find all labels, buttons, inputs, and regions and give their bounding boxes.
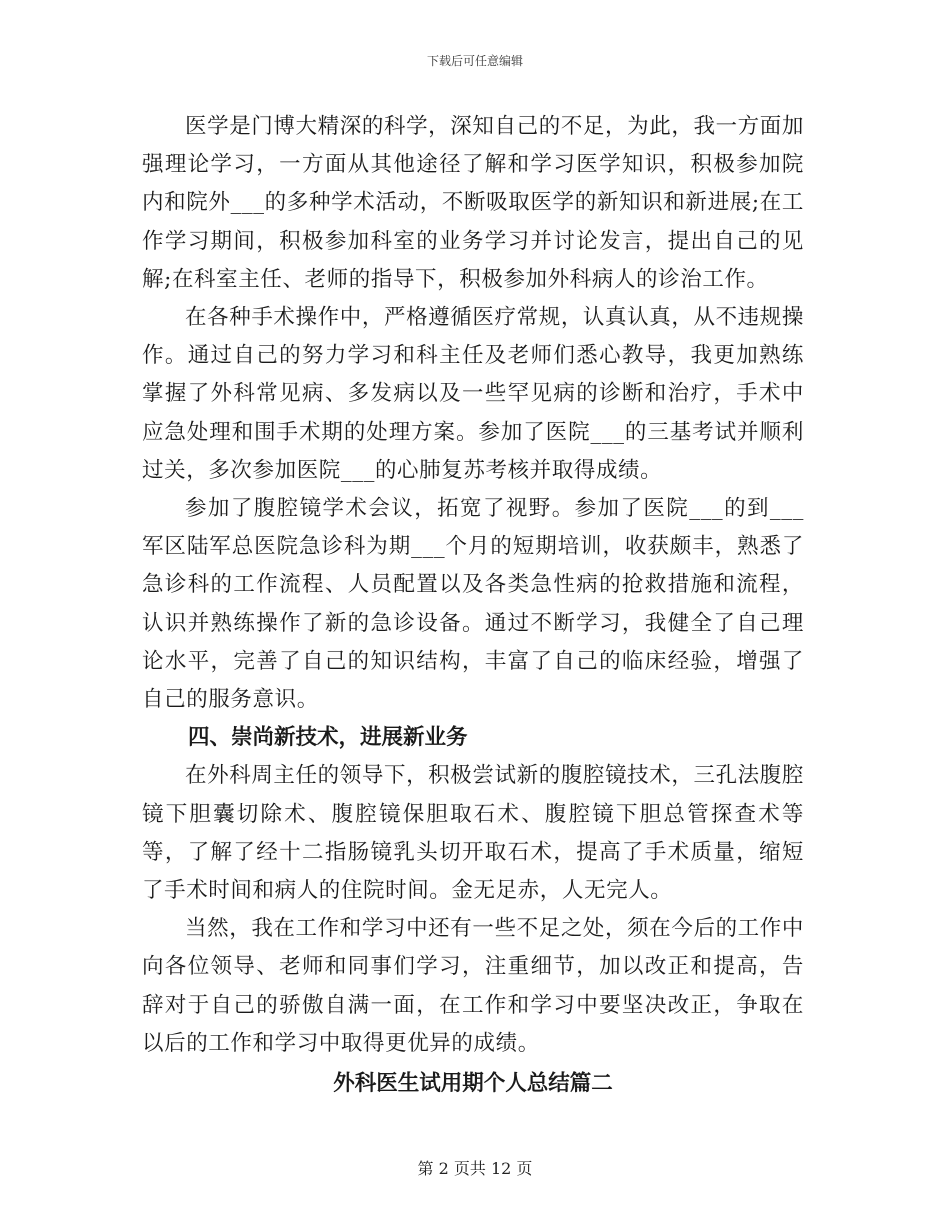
paragraph-medical-study: 医学是门博大精深的科学，深知自己的不足，为此，我一方面加强理论学习，一方面从其他途径了解和学习医学知识，积极参加院内和院外___的多种学术活动，不断吸取医学的新知识和新进展;在工作学习期间，积极参加科室的业务学习并讨论发言，提出自己的见解;在科室主任、老师的指导下，积极参加外科病人的诊治工作。 bbox=[142, 114, 804, 292]
paragraph-surgical-operations: 在各种手术操作中，严格遵循医疗常规，认真认真，从不违规操作。通过自己的努力学习和科主任及老师们悉心教导，我更加熟练掌握了外科常见病、多发病以及一些罕见病的诊断和治疗，手术中应急处理和围手术期的处理方案。参加了医院___的三基考试并顺利过关，多次参加医院___的心肺复苏考核并取得成绩。 bbox=[142, 305, 804, 483]
page-header: 下载后可任意编辑 bbox=[426, 54, 523, 68]
document-body bbox=[142, 108, 804, 1103]
paragraph-laparoscopy-training: 参加了腹腔镜学术会议，拓宽了视野。参加了医院___的到___军区陆军总医院急诊科为期___个月的短期培训，收获颇丰，熟悉了急诊科的工作流程、人员配置以及各类急性病的抢救措施和流程，认识并熟练操作了新的急诊设备。通过不断学习，我健全了自己理论水平，完善了自己的知识结构，丰富了自己的临床经验，增强了自己的服务意识。 bbox=[142, 496, 804, 713]
section-heading-new-technology: 四、崇尚新技术，进展新业务 bbox=[188, 725, 468, 751]
next-article-title: 外科医生试用期个人总结篇二 bbox=[333, 1071, 613, 1097]
page-number-footer: 第 2 页共 12 页 bbox=[417, 1159, 533, 1178]
paragraph-shortcomings: 当然，我在工作和学习中还有一些不足之处，须在今后的工作中向各位领导、老师和同事们学习，注重细节，加以改正和提高，告辞对于自己的骄傲自满一面，在工作和学习中要坚决改正，争取在以后的工作和学习中取得更优异的成绩。 bbox=[142, 916, 804, 1056]
paragraph-new-techniques: 在外科周主任的领导下，积极尝试新的腹腔镜技术，三孔法腹腔镜下胆囊切除术、腹腔镜保胆取石术、腹腔镜下胆总管探查术等等，了解了经十二指肠镜乳头切开取石术，提高了手术质量，缩短了手术时间和病人的住院时间。金无足赤，人无完人。 bbox=[142, 763, 804, 904]
